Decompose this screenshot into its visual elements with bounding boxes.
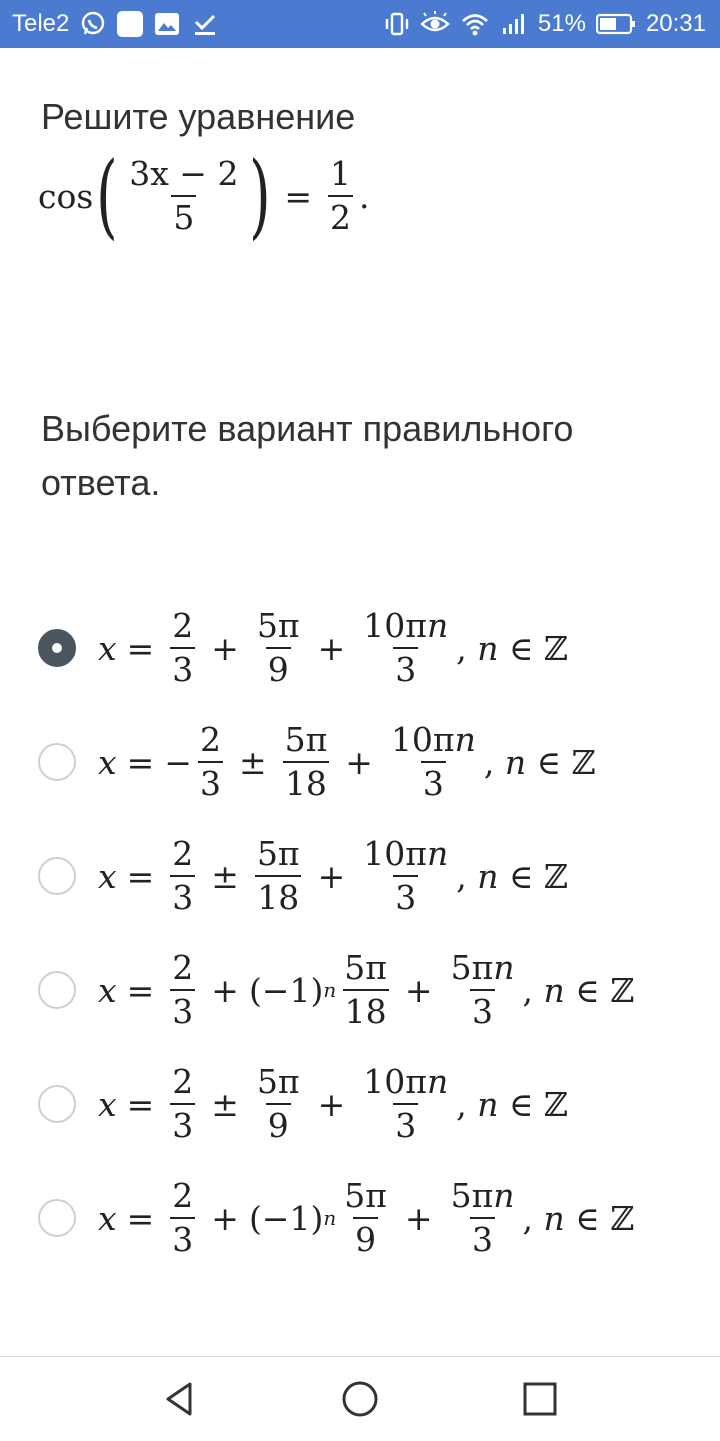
recents-icon[interactable] [516, 1375, 564, 1423]
answer-option-3[interactable] [38, 833, 698, 917]
equation-function: cos [38, 176, 94, 216]
radio-button[interactable] [38, 1085, 76, 1123]
download-done-icon [191, 0, 219, 48]
battery-icon [596, 0, 636, 48]
clock: 20:31 [645, 10, 706, 37]
whatsapp-icon [79, 0, 107, 48]
equation-rhs: $\frac{1}{2}$ [330, 153, 351, 237]
answer-option-1[interactable] [38, 605, 698, 689]
option-formula: x = $\frac{2}{3}$ ± $\frac{5\pi}{9}$ + $\frac{10\pi n}{3}$ , n ∈ ℤ [98, 1061, 568, 1145]
option-formula: x = − $\frac{2}{3}$ ± $\frac{5\pi}{18}$ + $\frac{10\pi n}{3}$ , n ∈ ℤ [98, 719, 596, 803]
eye-icon [420, 0, 450, 48]
radio-button-selected[interactable] [38, 629, 76, 667]
vibrate-icon [384, 0, 410, 48]
signal-icon [500, 0, 528, 48]
home-icon[interactable] [336, 1375, 384, 1423]
equation-denominator: 5 [171, 195, 196, 236]
notification-icon [117, 0, 143, 48]
answer-prompt: Выберите вариант правильного ответа. [41, 408, 574, 503]
option-formula: x = $\frac{2}{3}$ + $\frac{5\pi}{9}$ + $\frac{10\pi n}{3}$ , n ∈ ℤ [98, 605, 568, 689]
battery-percent: 51% [537, 10, 586, 37]
answer-option-2[interactable] [38, 719, 698, 803]
navigation-bar [0, 1356, 720, 1441]
option-formula: x = $\frac{2}{3}$ + (−1) n $\frac{5\pi}{9}$ + $\frac{5\pi n}{3}$ , n ∈ ℤ [98, 1175, 635, 1259]
equation-numerator: 3x − 2 [129, 153, 239, 193]
radio-button[interactable] [38, 971, 76, 1009]
carrier-label: Tele2 [12, 10, 70, 37]
radio-button[interactable] [38, 1199, 76, 1237]
radio-button[interactable] [38, 857, 76, 895]
answer-option-4[interactable] [38, 947, 698, 1031]
status-bar [0, 0, 720, 48]
equation-fraction [127, 153, 240, 237]
radio-button[interactable] [38, 743, 76, 781]
answer-option-6[interactable] [38, 1175, 698, 1259]
option-formula: x = $\frac{2}{3}$ ± $\frac{5\pi}{18}$ + $\frac{10\pi n}{3}$ , n ∈ ℤ [98, 833, 568, 917]
answer-option-5[interactable] [38, 1061, 698, 1145]
question-equation: cos ( $\frac{3x - 2}{5}$ ) = $\frac{1}{2}$ . [38, 142, 370, 249]
option-formula: x = $\frac{2}{3}$ + (−1) n $\frac{5\pi}{18}$ + $\frac{5\pi n}{3}$ , n ∈ ℤ [98, 947, 635, 1031]
question-title: Решите уравнение [41, 96, 356, 137]
back-icon[interactable] [156, 1375, 204, 1423]
wifi-icon [460, 0, 490, 48]
gallery-icon [153, 0, 181, 48]
